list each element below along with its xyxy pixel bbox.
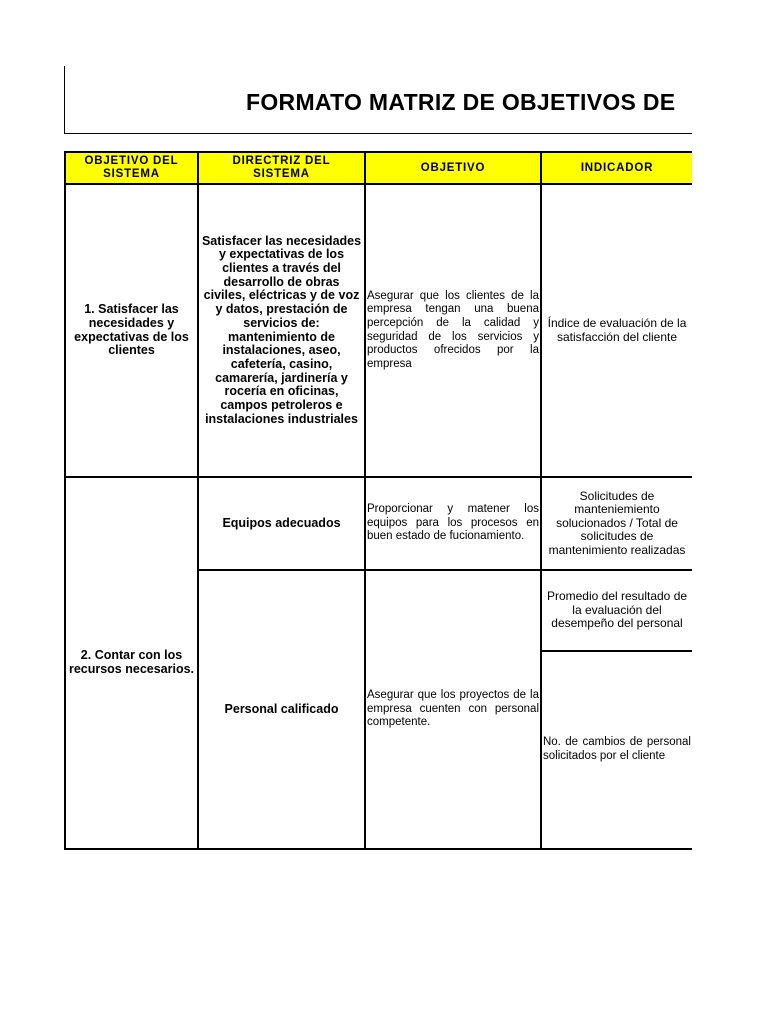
header-objetivo-sistema: OBJETIVO DEL SISTEMA <box>64 151 199 185</box>
row2-directriz-equipos: Equipos adecuados <box>197 476 366 571</box>
row1-objetivo: Asegurar que los clientes de la empresa tengan una buena percepción de la calidad y seguridad de los servicios y productos ofrecidos por la empresa <box>364 183 542 478</box>
row2-indicador-personal-1: Promedio del resultado de la evaluación del desempeño del personal <box>540 569 692 652</box>
header-objetivo: OBJETIVO <box>364 151 542 185</box>
header-directriz-sistema: DIRECTRIZ DEL SISTEMA <box>197 151 366 185</box>
row1-indicador: Índice de evaluación de la satisfacción del cliente <box>540 183 692 478</box>
row1-directriz: Satisfacer las necesidades y expectativas de los clientes a través del desarrollo de obras civiles, eléctricas y de voz y datos, prestación de servicios de: mantenimiento de instalaciones, aseo, cafetería, casino, camarería, jardinería y rocería en oficinas, campos petroleros e instalaciones industriales <box>197 183 366 478</box>
row2-indicador-equipos: Solicitudes de manteniemiento solucionados / Total de solicitudes de mantenimiento realizadas <box>540 476 692 571</box>
row2-objetivo-personal: Asegurar que los proyectos de la empresa cuenten con personal competente. <box>364 569 542 850</box>
title-left-border <box>64 66 65 134</box>
row2-directriz-personal: Personal calificado <box>197 569 366 850</box>
title-bottom-border <box>64 133 692 134</box>
title-box <box>66 82 692 122</box>
document-title: FORMATO MATRIZ DE OBJETIVOS DE <box>246 89 676 115</box>
header-indicador: INDICADOR <box>540 151 692 185</box>
row2-indicador-personal-2: No. de cambios de personal solicitados por el cliente <box>540 650 692 850</box>
row1-objetivo-sistema: 1. Satisfacer las necesidades y expectativas de los clientes <box>64 183 199 478</box>
row2-objetivo-equipos: Proporcionar y matener los equipos para los procesos en buen estado de fucionamiento. <box>364 476 542 571</box>
row2-objetivo-sistema: 2. Contar con los recursos necesarios. <box>64 476 199 850</box>
